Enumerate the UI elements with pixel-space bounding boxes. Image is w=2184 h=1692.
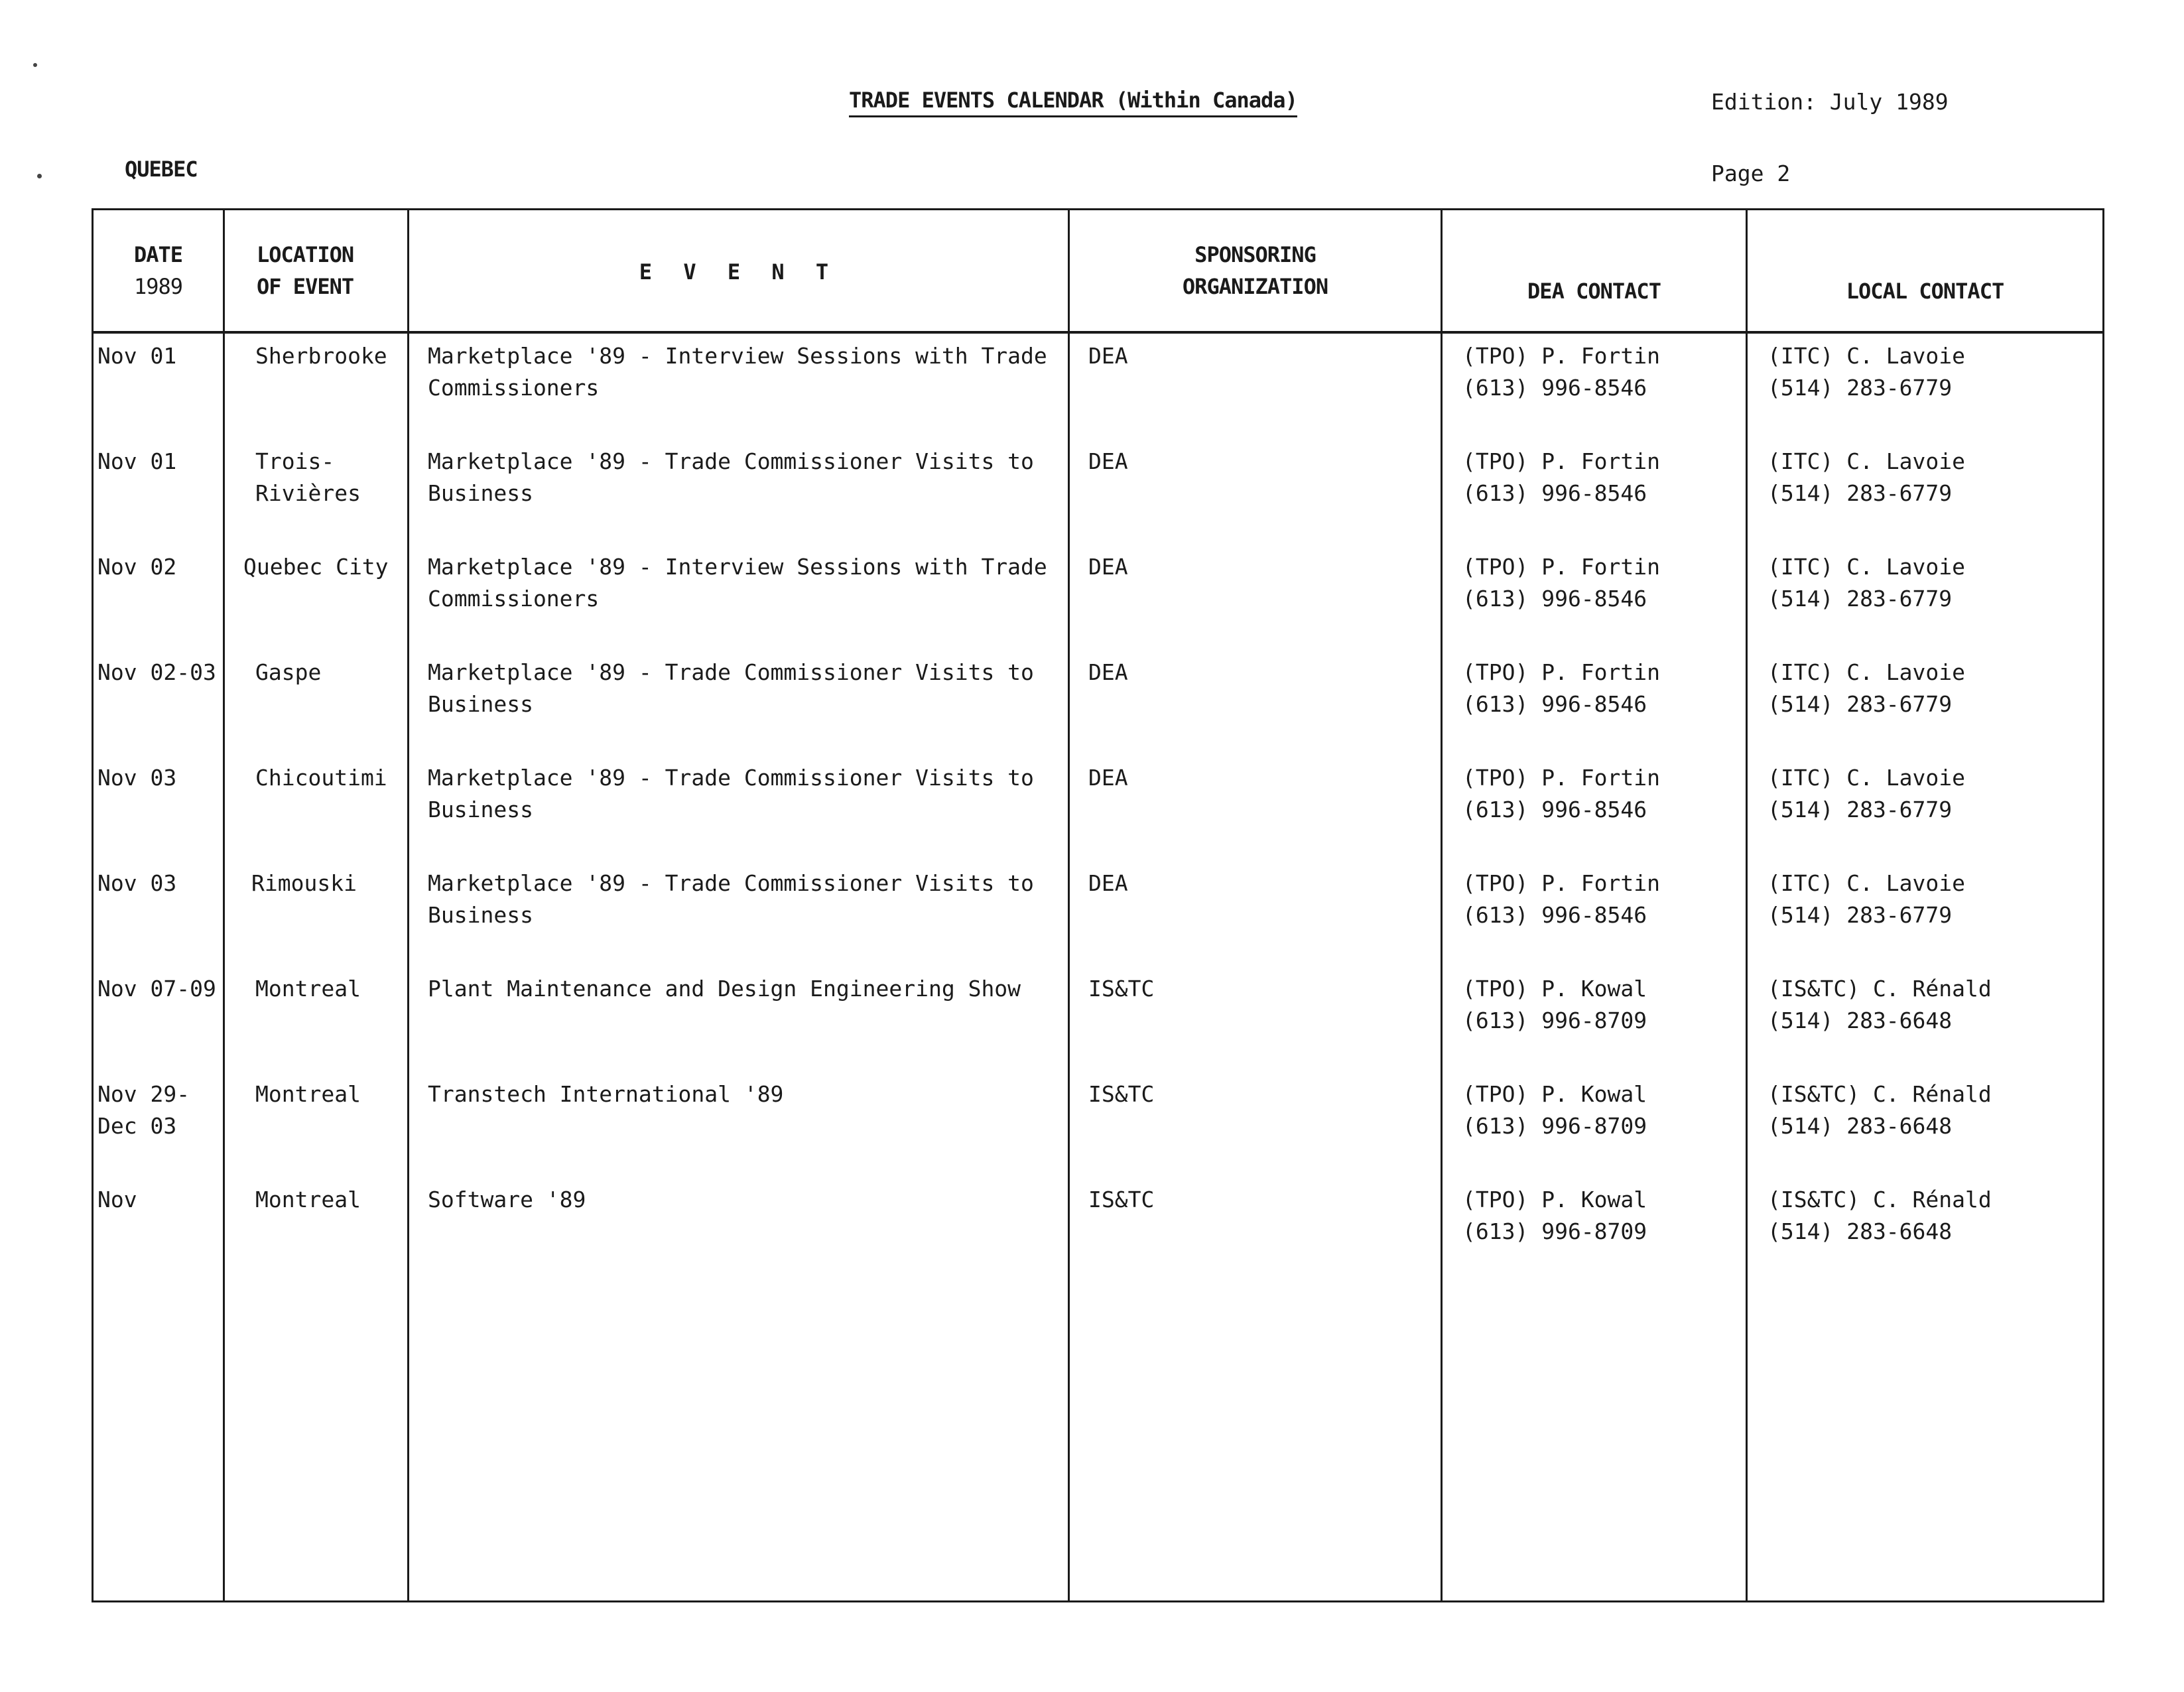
empty-cell bbox=[409, 1283, 1069, 1602]
page-title: TRADE EVENTS CALENDAR (Within Canada) bbox=[849, 88, 1297, 117]
cell-location: Montreal bbox=[224, 1177, 409, 1283]
cell-dea-contact: (TPO) P. Fortin (613) 996-8546 bbox=[1442, 861, 1747, 966]
column-header-dea-contact: DEA CONTACT bbox=[1442, 210, 1747, 333]
cell-location: Rimouski bbox=[224, 861, 409, 966]
cell-location: Chicoutimi bbox=[224, 755, 409, 861]
column-header-sponsor bbox=[1069, 210, 1442, 333]
scan-speck bbox=[33, 63, 37, 67]
cell-date: Nov 02-03 bbox=[93, 650, 224, 755]
cell-local-contact: (ITC) C. Lavoie (514) 283-6779 bbox=[1747, 332, 2104, 439]
cell-sponsor: IS&TC bbox=[1069, 966, 1442, 1072]
cell-date: Nov 07-09 bbox=[93, 966, 224, 1072]
column-header-date-line2: 1989 bbox=[133, 274, 183, 299]
cell-dea-contact: (TPO) P. Kowal (613) 996-8709 bbox=[1442, 1177, 1747, 1283]
cell-event: Marketplace '89 - Interview Sessions with Trade Commissioners bbox=[409, 332, 1069, 439]
table-row bbox=[93, 861, 2104, 966]
empty-cell bbox=[1442, 1283, 1747, 1602]
cell-sponsor: DEA bbox=[1069, 861, 1442, 966]
events-table bbox=[92, 208, 2104, 1602]
column-header-location bbox=[224, 210, 409, 333]
column-header-sponsor-line2: ORGANIZATION bbox=[1182, 274, 1328, 299]
cell-sponsor: DEA bbox=[1069, 650, 1442, 755]
cell-dea-contact: (TPO) P. Fortin (613) 996-8546 bbox=[1442, 755, 1747, 861]
table-header-row bbox=[93, 210, 2104, 333]
cell-sponsor: IS&TC bbox=[1069, 1072, 1442, 1177]
cell-event: Software '89 bbox=[409, 1177, 1069, 1283]
cell-dea-contact: (TPO) P. Fortin (613) 996-8546 bbox=[1442, 332, 1747, 439]
cell-sponsor: DEA bbox=[1069, 332, 1442, 439]
table-row bbox=[93, 439, 2104, 545]
cell-local-contact: (ITC) C. Lavoie (514) 283-6779 bbox=[1747, 650, 2104, 755]
cell-location: Gaspe bbox=[224, 650, 409, 755]
table-row bbox=[93, 650, 2104, 755]
cell-date: Nov 29- Dec 03 bbox=[93, 1072, 224, 1177]
cell-sponsor: DEA bbox=[1069, 439, 1442, 545]
cell-location: Quebec City bbox=[224, 545, 409, 650]
column-header-sponsor-line1: SPONSORING bbox=[1194, 242, 1316, 267]
table-empty-space bbox=[93, 1283, 2104, 1602]
table-row bbox=[93, 966, 2104, 1072]
column-header-location-line2: OF EVENT bbox=[257, 274, 354, 299]
cell-local-contact: (IS&TC) C. Rénald (514) 283-6648 bbox=[1747, 1072, 2104, 1177]
cell-date: Nov 03 bbox=[93, 861, 224, 966]
cell-local-contact: (IS&TC) C. Rénald (514) 283-6648 bbox=[1747, 1177, 2104, 1283]
cell-location: Montreal bbox=[224, 966, 409, 1072]
empty-cell bbox=[1069, 1283, 1442, 1602]
column-header-location-line1: LOCATION bbox=[257, 242, 354, 267]
cell-dea-contact: (TPO) P. Fortin (613) 996-8546 bbox=[1442, 545, 1747, 650]
cell-dea-contact: (TPO) P. Fortin (613) 996-8546 bbox=[1442, 650, 1747, 755]
table-row bbox=[93, 1177, 2104, 1283]
cell-local-contact: (ITC) C. Lavoie (514) 283-6779 bbox=[1747, 861, 2104, 966]
cell-event: Marketplace '89 - Trade Commissioner Visits to Business bbox=[409, 650, 1069, 755]
cell-date: Nov 02 bbox=[93, 545, 224, 650]
cell-date: Nov 01 bbox=[93, 439, 224, 545]
scan-speck bbox=[37, 174, 42, 178]
cell-dea-contact: (TPO) P. Kowal (613) 996-8709 bbox=[1442, 966, 1747, 1072]
cell-event: Marketplace '89 - Trade Commissioner Visits to Business bbox=[409, 439, 1069, 545]
cell-event: Transtech International '89 bbox=[409, 1072, 1069, 1177]
cell-dea-contact: (TPO) P. Fortin (613) 996-8546 bbox=[1442, 439, 1747, 545]
cell-date: Nov bbox=[93, 1177, 224, 1283]
cell-date: Nov 01 bbox=[93, 332, 224, 439]
cell-location: Sherbrooke bbox=[224, 332, 409, 439]
column-header-local-contact: LOCAL CONTACT bbox=[1747, 210, 2104, 333]
cell-local-contact: (ITC) C. Lavoie (514) 283-6779 bbox=[1747, 545, 2104, 650]
edition-label: Edition: July 1989 bbox=[1711, 89, 1949, 115]
column-header-event: E V E N T bbox=[409, 210, 1069, 333]
cell-local-contact: (IS&TC) C. Rénald (514) 283-6648 bbox=[1747, 966, 2104, 1072]
cell-location: Trois- Rivières bbox=[224, 439, 409, 545]
cell-event: Marketplace '89 - Interview Sessions with Trade Commissioners bbox=[409, 545, 1069, 650]
table-row bbox=[93, 755, 2104, 861]
cell-local-contact: (ITC) C. Lavoie (514) 283-6779 bbox=[1747, 439, 2104, 545]
column-header-date bbox=[93, 210, 224, 333]
empty-cell bbox=[224, 1283, 409, 1602]
cell-event: Marketplace '89 - Trade Commissioner Visits to Business bbox=[409, 861, 1069, 966]
cell-event: Plant Maintenance and Design Engineering Show bbox=[409, 966, 1069, 1072]
empty-cell bbox=[93, 1283, 224, 1602]
cell-event: Marketplace '89 - Trade Commissioner Visits to Business bbox=[409, 755, 1069, 861]
cell-local-contact: (ITC) C. Lavoie (514) 283-6779 bbox=[1747, 755, 2104, 861]
cell-sponsor: IS&TC bbox=[1069, 1177, 1442, 1283]
table-row bbox=[93, 545, 2104, 650]
cell-sponsor: DEA bbox=[1069, 755, 1442, 861]
cell-location: Montreal bbox=[224, 1072, 409, 1177]
table-row bbox=[93, 1072, 2104, 1177]
region-heading: QUEBEC bbox=[125, 157, 198, 182]
cell-sponsor: DEA bbox=[1069, 545, 1442, 650]
column-header-date-line1: DATE bbox=[133, 242, 183, 267]
table-row bbox=[93, 332, 2104, 439]
page-number: Page 2 bbox=[1711, 161, 1791, 186]
empty-cell bbox=[1747, 1283, 2104, 1602]
cell-date: Nov 03 bbox=[93, 755, 224, 861]
cell-dea-contact: (TPO) P. Kowal (613) 996-8709 bbox=[1442, 1072, 1747, 1177]
